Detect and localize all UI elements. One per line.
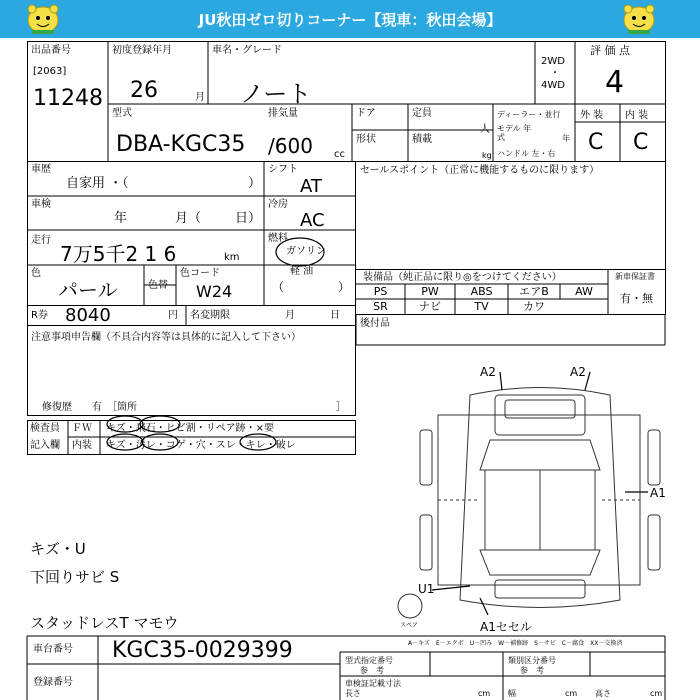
color-value: パール (58, 278, 118, 302)
height-label: 高さ (595, 689, 611, 698)
car-name-value: ノート (240, 80, 312, 108)
grade-label: 評 価 点 (590, 44, 630, 57)
drive-dot: ・ (550, 68, 560, 79)
sales-point-label: セールスポイント（正常に機能するものに限ります） (360, 165, 600, 176)
new-warranty-label: 新車保証書 (615, 272, 655, 281)
damage-legend: A－キズ E－エクボ U－凹み W－補修跡 S－サビ C－腐食 XX－交換済 (408, 640, 623, 647)
equip-pw: PW (421, 285, 439, 298)
diagram-spare: スペア (400, 622, 419, 629)
inspector-label-2: 記入欄 (30, 440, 60, 451)
drive-4wd: 4WD (541, 80, 565, 91)
disp-value: /600 (268, 134, 313, 158)
equip-tv: TV (474, 300, 489, 313)
handle-label: ハンドル 左・右 (497, 149, 556, 158)
width-cm: cm (565, 689, 578, 698)
diagram-a1-side: A1セセル (480, 620, 532, 634)
reg-year: 26 (130, 78, 158, 103)
inspector-line-2: キズ・汚レ・コゲ・穴・スレ・キレ・破レ (106, 440, 296, 451)
cc-unit: cc (334, 149, 345, 160)
int-label: 内 装 (625, 110, 649, 121)
warranty-value: 有・無 (620, 292, 653, 305)
km-unit: km (224, 252, 240, 263)
mileage-value: 7万5千2 1 6 (60, 242, 177, 266)
capacity-people: 人 (480, 124, 490, 135)
inspector-line-1: キズ・飛石・ヒビ割・リペア跡・×要 (106, 423, 274, 434)
history-value: 自家用 ・（ (66, 176, 129, 191)
car-name-label: 車名・グレード (212, 45, 282, 56)
grade-value: 4 (605, 65, 625, 100)
shaken-month: 月（ (175, 211, 202, 226)
equip-aw: AW (575, 285, 593, 298)
shaken-day: 日） (235, 211, 262, 226)
model-year-label: モデル 年式 (497, 124, 532, 142)
length-label: 長さ (345, 689, 361, 698)
header-title: JU秋田ゼロ切りコーナー【現車：秋田会場】 (198, 11, 502, 29)
inspector-interior: 内装 (72, 440, 92, 451)
equip-sr: SR (373, 300, 388, 313)
diagram-u1: U1 (418, 582, 435, 596)
ac-value: AC (300, 210, 325, 231)
type-num-ref: 参 考 (360, 666, 384, 675)
handwritten-note-3: スタッドレスT マモウ (30, 614, 179, 632)
kg-unit: kg (482, 151, 492, 160)
name-change-label: 名変期限 (190, 310, 230, 321)
model-label: 型式 (112, 108, 132, 119)
shaken-year: 年 (114, 211, 128, 226)
equip-airbag: エアB (519, 285, 549, 298)
shift-label: シフト (268, 164, 298, 175)
equip-abs: ABS (470, 285, 493, 298)
color-label: 色 (31, 268, 41, 279)
name-change-day: 日 (330, 310, 340, 321)
recycle-label: R券 (31, 310, 48, 321)
equip-ps: PS (373, 285, 388, 298)
dealer-label: ディーラー・並行 (497, 110, 561, 119)
lot-label: 出品番号 (31, 45, 71, 56)
fuel-diesel: 軽 油 (290, 266, 314, 277)
width-label: 幅 (508, 689, 516, 698)
color-code-value: W24 (196, 282, 233, 301)
class-num-label: 類別区分番号 (508, 656, 556, 665)
capacity-label: 定員 (412, 108, 432, 119)
equip-navi: ナビ (419, 300, 441, 313)
int-value: C (633, 130, 649, 155)
model-value: DBA-KGC35 (116, 132, 246, 157)
class-num-ref: 参 考 (520, 666, 544, 675)
year-unit: 年 (562, 134, 570, 143)
ac-label: 冷房 (268, 199, 288, 210)
repair-close: ］ (336, 402, 346, 413)
registration-label: 登録番号 (33, 677, 73, 688)
yen-unit: 円 (168, 310, 178, 321)
history-close: ） (248, 176, 262, 191)
fuel-gas: ガソリン (286, 246, 326, 257)
shift-value: AT (300, 176, 322, 197)
ext-value: C (588, 130, 604, 155)
repair-label: 修復歴 有 ［箇所 (42, 402, 137, 413)
lot-number: 11248 (33, 86, 103, 111)
inspector-label-1: 検査員 (30, 423, 60, 434)
lot-code: [2063] (33, 66, 67, 77)
car-diagram (398, 388, 660, 619)
fuel-label: 燃料 (268, 233, 288, 244)
equip-leather: カワ (523, 300, 545, 313)
cert-label: 車検証記載寸法 (345, 679, 401, 688)
load-label: 積載 (412, 134, 432, 145)
inspector-fw: ＦＷ (72, 423, 92, 434)
chassis-label: 車台番号 (33, 644, 73, 655)
fuel-paren-open: （ (272, 280, 285, 294)
drive-2wd: 2WD (541, 56, 565, 67)
type-num-label: 型式指定番号 (345, 656, 393, 665)
after-market-label: 後付品 (360, 318, 390, 329)
reg-month-unit: 月 (195, 92, 205, 103)
shape-label: 形状 (356, 134, 376, 145)
recycle-value: 8040 (65, 305, 111, 326)
length-cm: cm (478, 689, 491, 698)
ext-label: 外 装 (580, 110, 604, 121)
diagram-a2-left: A2 (480, 365, 496, 379)
fuel-paren-close: ） (338, 280, 351, 294)
mileage-label: 走行 (31, 235, 51, 246)
name-change-month: 月 (285, 310, 295, 321)
door-label: ドア (356, 108, 376, 119)
equipment-label: 装備品（純正品に限り◎をつけてください） (363, 272, 562, 283)
height-cm: cm (650, 689, 663, 698)
diagram-a2-right: A2 (570, 365, 586, 379)
reg-label: 初度登録年月 (112, 45, 172, 56)
color-code-label: 色コード (180, 268, 220, 279)
diagram-a1: A1 (650, 486, 666, 500)
handwritten-note-1: キズ・U (30, 540, 86, 558)
chassis-value: KGC35-0029399 (112, 638, 293, 663)
history-label: 車歴 (31, 164, 51, 175)
color-change-label: 色替 (148, 280, 168, 291)
notes-label: 注意事項申告欄（不具合内容等は具体的に記入して下さい） (31, 332, 301, 343)
shaken-label: 車検 (31, 199, 51, 210)
disp-label: 排気量 (268, 108, 298, 119)
handwritten-note-2: 下回りサビ S (30, 568, 120, 586)
